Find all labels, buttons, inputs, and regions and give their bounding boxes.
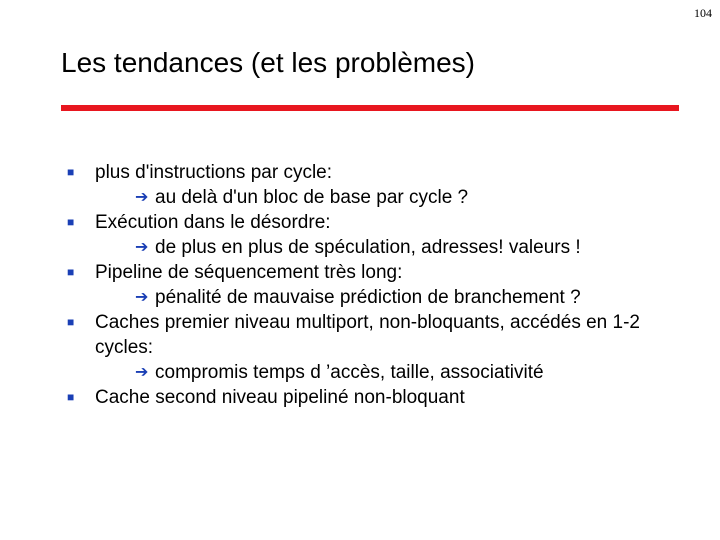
bullet-text: Pipeline de séquencement très long: bbox=[95, 262, 403, 283]
square-bullet-icon: ■ bbox=[67, 215, 75, 229]
page-number: 104 bbox=[694, 6, 712, 20]
bullet-list bbox=[0, 160, 720, 410]
sub-bullet-item bbox=[0, 360, 665, 385]
bullet-item bbox=[0, 160, 665, 210]
bullet-item bbox=[0, 210, 665, 260]
sub-bullet-list bbox=[95, 185, 665, 210]
bullet-text: Cache second niveau pipeliné non-bloquant bbox=[95, 387, 465, 408]
arrow-right-icon: ➔ bbox=[135, 289, 149, 306]
arrow-right-icon: ➔ bbox=[135, 239, 149, 256]
arrow-right-icon: ➔ bbox=[135, 189, 149, 206]
title-rule bbox=[61, 105, 679, 111]
sub-bullet-text: de plus en plus de spéculation, adresses! valeurs ! bbox=[155, 237, 581, 258]
bullet-text: Exécution dans le désordre: bbox=[95, 212, 331, 233]
sub-bullet-list bbox=[95, 285, 665, 310]
sub-bullet-text: compromis temps d ’accès, taille, associativité bbox=[155, 362, 544, 383]
bullet-item bbox=[0, 385, 665, 410]
slide-title: Les tendances (et les problèmes) bbox=[61, 47, 475, 78]
sub-bullet-text: au delà d'un bloc de base par cycle ? bbox=[155, 187, 469, 208]
square-bullet-icon: ■ bbox=[67, 265, 75, 279]
square-bullet-icon: ■ bbox=[67, 390, 75, 404]
arrow-right-icon: ➔ bbox=[135, 364, 149, 381]
sub-bullet-item bbox=[0, 185, 665, 210]
square-bullet-icon: ■ bbox=[67, 165, 75, 179]
sub-bullet-text: pénalité de mauvaise prédiction de branchement ? bbox=[155, 287, 581, 308]
sub-bullet-list bbox=[95, 360, 665, 385]
bullet-item bbox=[0, 310, 665, 385]
bullet-text: Caches premier niveau multiport, non-bloquants, accédés en 1-2 cycles: bbox=[95, 312, 640, 358]
bullet-item bbox=[0, 260, 665, 310]
sub-bullet-item bbox=[0, 235, 665, 260]
sub-bullet-list bbox=[95, 235, 665, 260]
square-bullet-icon: ■ bbox=[67, 315, 75, 329]
bullet-text: plus d'instructions par cycle: bbox=[95, 162, 333, 183]
sub-bullet-item bbox=[0, 285, 665, 310]
